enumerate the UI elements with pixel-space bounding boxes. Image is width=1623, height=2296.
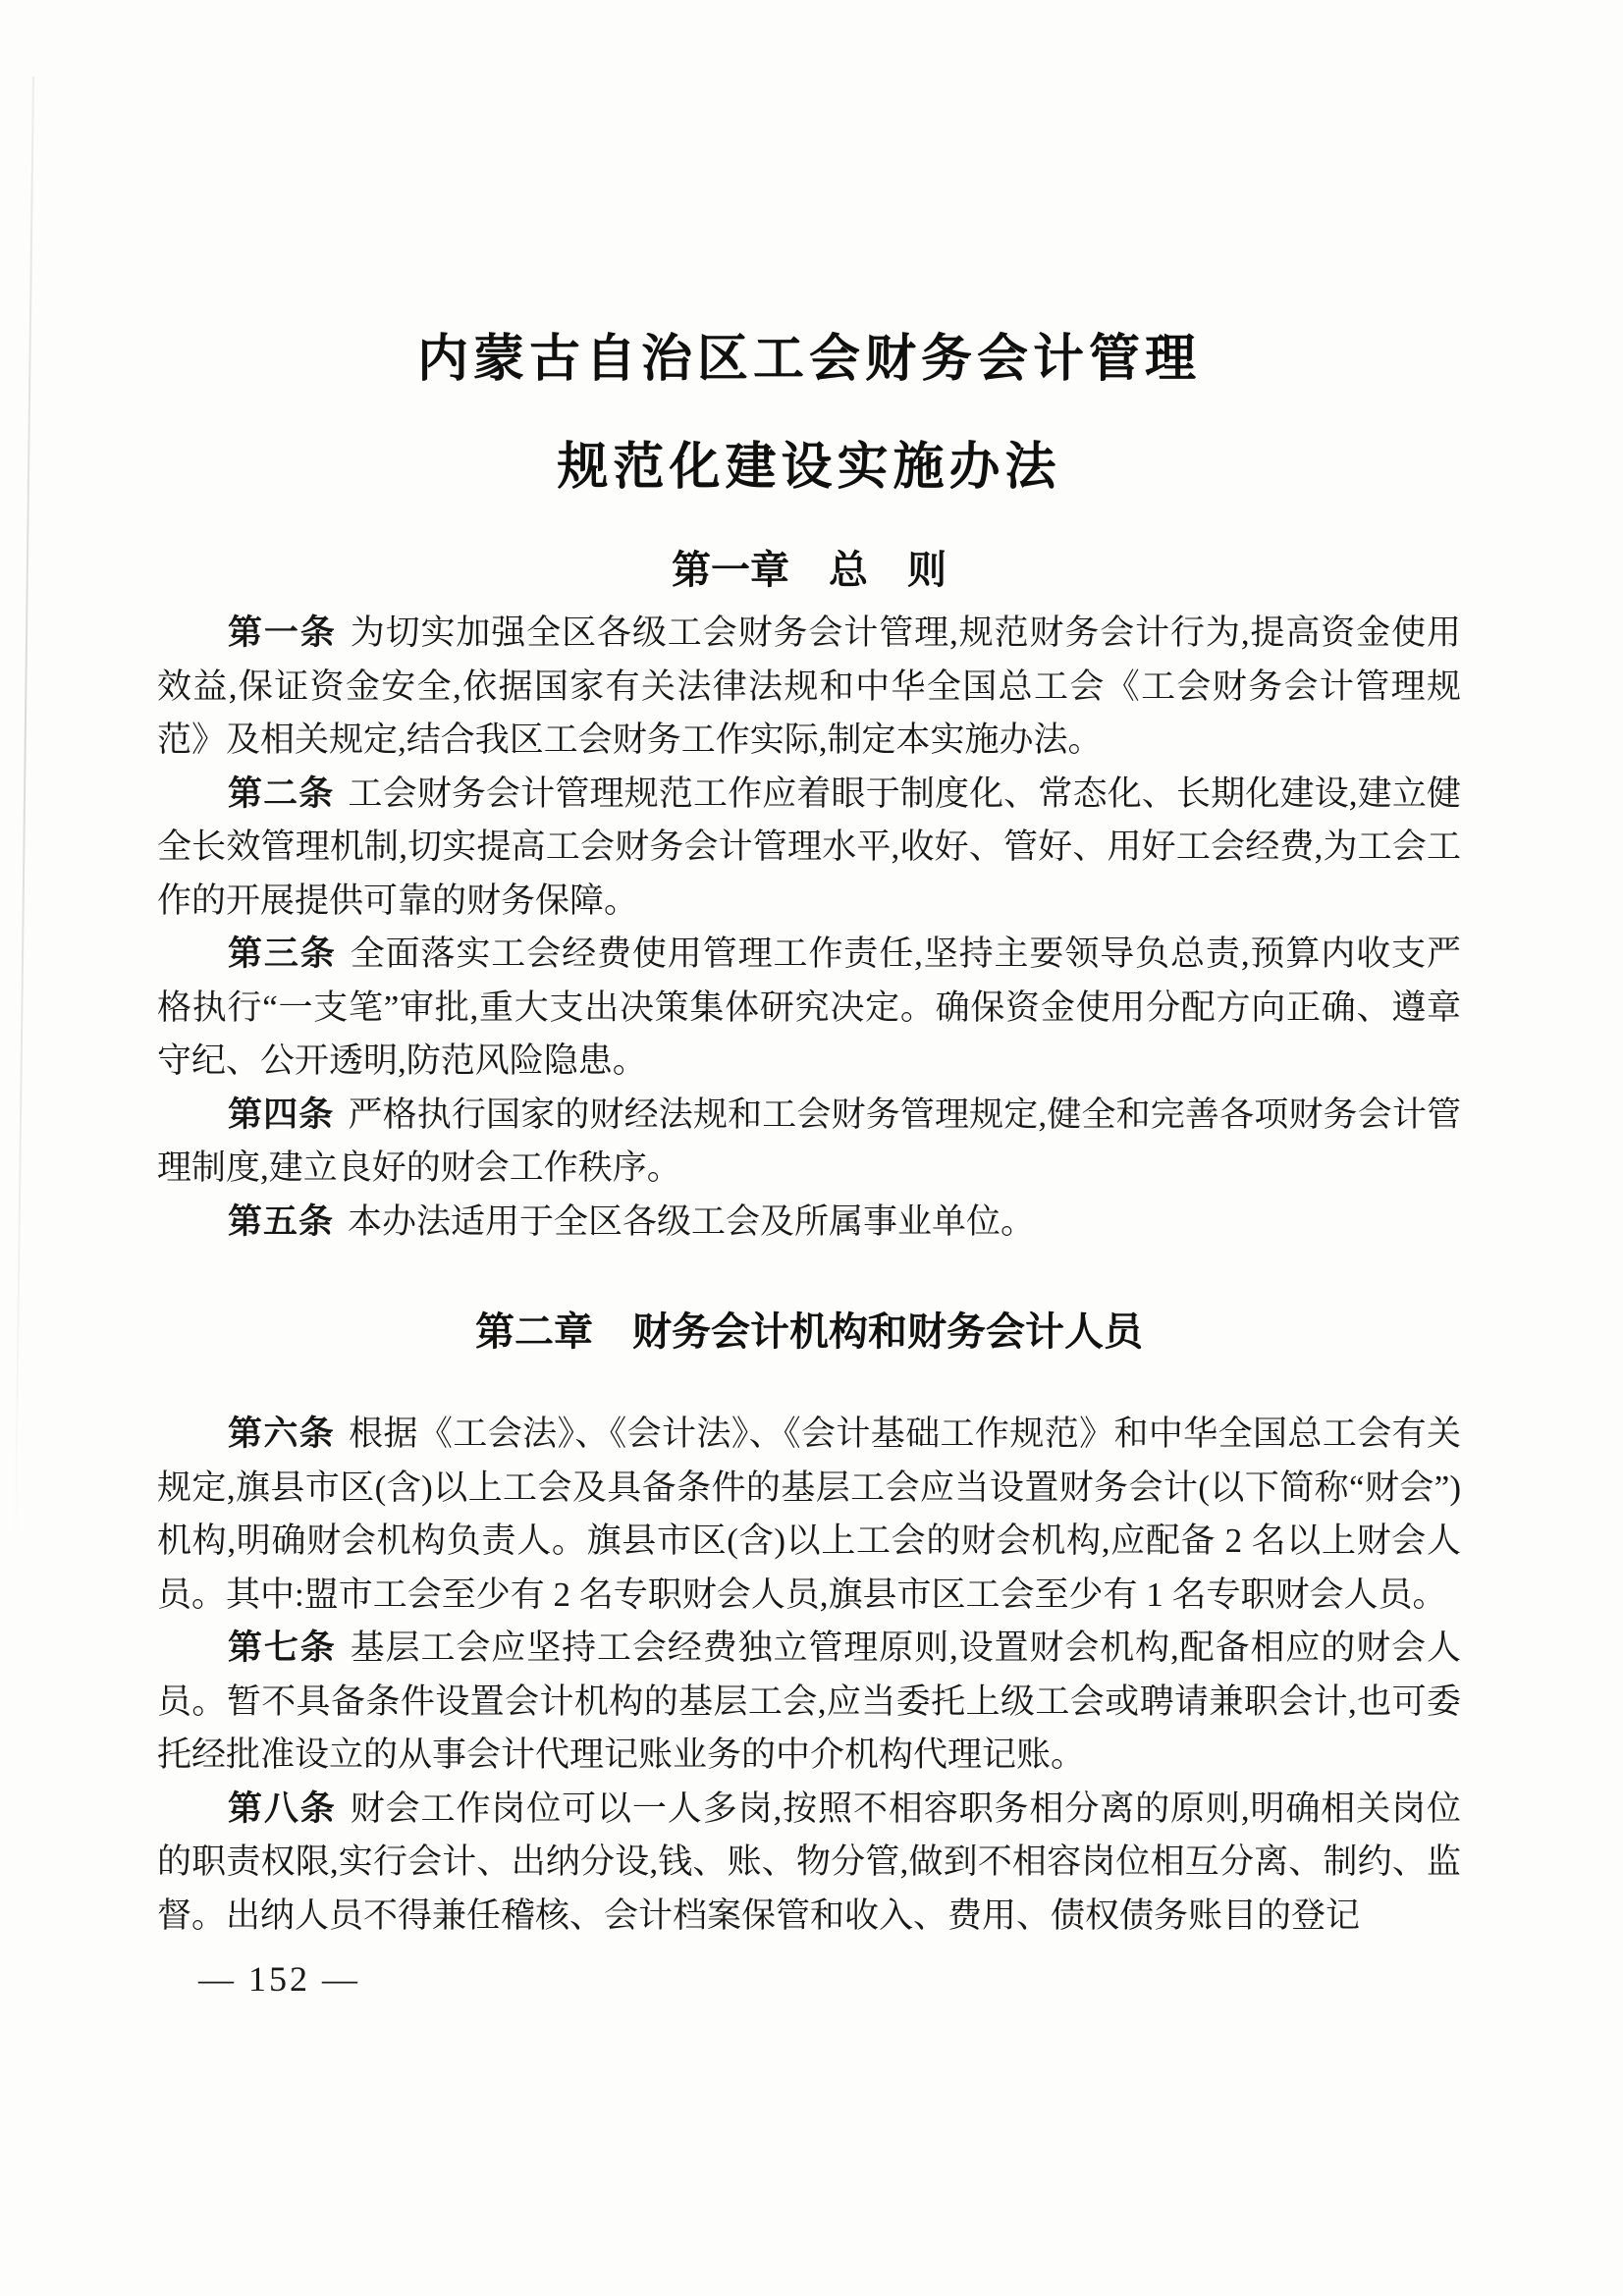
article-1-label: 第一条 [228,614,337,652]
article-5-text: 本办法适用于全区各级工会及所属事业单位。 [348,1201,1036,1241]
article-7 [157,1622,1461,1783]
chapter-2-heading: 第二章 财务会计机构和财务会计人员 [475,1310,1143,1354]
article-3-label: 第三条 [228,934,337,973]
article-5-label: 第五条 [228,1201,335,1241]
article-1 [157,607,1461,768]
article-8-label: 第八条 [228,1789,337,1828]
article-7-text: 基层工会应坚持工会经费独立管理原则,设置财会机构,配备相应的财会人员。暂不具备条件设置会计机构的基层工会,应当委托上级工会或聘请兼职会计,也可委托经批准设立的从事会计代理记账业务的中介机构代理记账。 [157,1629,1461,1774]
article-2 [157,768,1461,929]
document-title [157,306,1461,522]
document-title-line-1: 内蒙古自治区工会财务会计管理 [416,332,1201,388]
document-title-line-2: 规范化建设实施办法 [557,440,1061,496]
article-7-label: 第七条 [228,1629,337,1667]
article-3-text: 全面落实工会经费使用管理工作责任,坚持主要领导负总责,预算内收支严格执行“一支笔”审批,重大支出决策集体研究决定。确保资金使用分配方向正确、遵章守纪、公开透明,防范风险隐患。 [157,934,1461,1080]
article-6-text: 根据《工会法》、《会计法》、《会计基础工作规范》和中华全国总工会有关规定,旗县市区(含)以上工会及具备条件的基层工会应当设置财务会计(以下简称“财会”)机构,明确财会机构负责人。旗县市区(含)以上工会的财会机构,应配备 2 名以上财会人员。其中:盟市工会至少有 2 名专职财会人员,旗县市区工会至少有 1 名专职财会人员。 [157,1415,1461,1614]
article-5 [157,1196,1461,1250]
article-2-text: 工会财务会计管理规范工作应着眼于制度化、常态化、长期化建设,建立健全长效管理机制,切实提高工会财务会计管理水平,收好、管好、用好工会经费,为工会工作的开展提供可靠的财务保障。 [157,774,1461,920]
article-4 [157,1089,1461,1196]
article-8 [157,1783,1461,1944]
article-8-text: 财会工作岗位可以一人多岗,按照不相容职务相分离的原则,明确相关岗位的职责权限,实行会计、出纳分设,钱、账、物分管,做到不相容岗位相互分离、制约、监督。出纳人员不得兼任稽核、会计档案保管和收入、费用、债权债务账目的登记 [157,1789,1461,1935]
article-6-label: 第六条 [228,1415,336,1453]
chapter-2-body [157,1408,1461,1943]
chapter-1-heading: 第一章 总 则 [672,549,947,592]
article-2-label: 第二条 [228,774,335,813]
article-4-text: 严格执行国家的财经法规和工会财务管理规定,健全和完善各项财务会计管理制度,建立良好的财会工作秩序。 [157,1095,1461,1187]
article-1-text: 为切实加强全区各级工会财务会计管理,规范财务会计行为,提高资金使用效益,保证资金安全,依据国家有关法律法规和中华全国总工会《工会财务会计管理规范》及相关规定,结合我区工会财务工作实际,制定本实施办法。 [157,614,1461,759]
chapter-1-body [157,607,1461,1249]
article-3 [157,928,1461,1089]
article-6 [157,1408,1461,1622]
page-number: — 152 — [198,1959,360,1999]
article-4-label: 第四条 [228,1095,335,1134]
